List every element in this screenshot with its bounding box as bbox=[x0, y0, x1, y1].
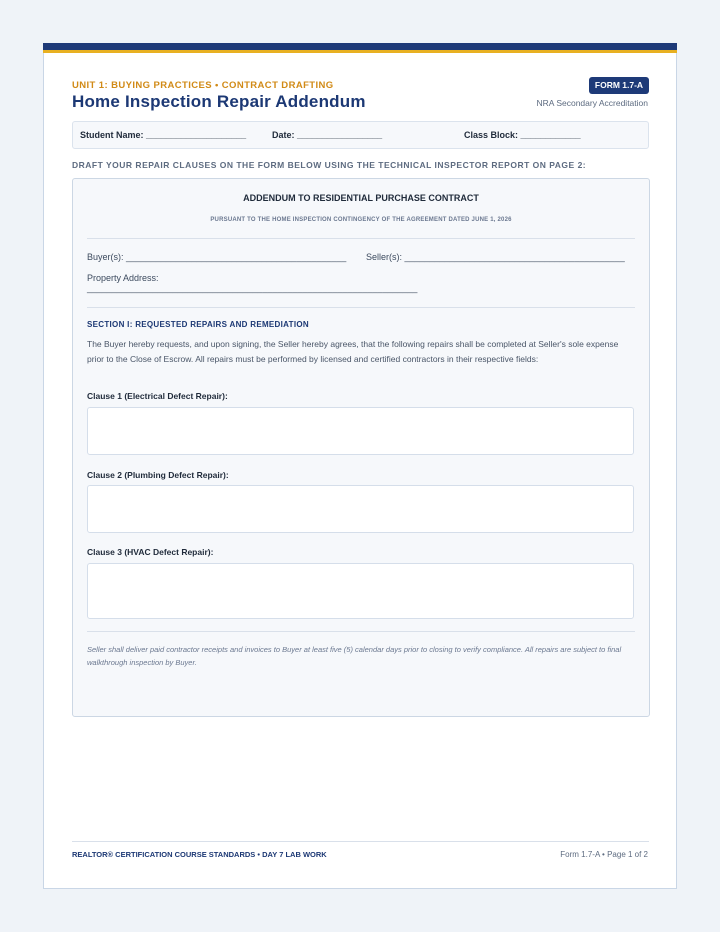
clause-1-input[interactable] bbox=[87, 407, 634, 455]
page-title: Home Inspection Repair Addendum bbox=[72, 92, 366, 111]
clause-2-input[interactable] bbox=[87, 485, 634, 533]
clause-2-label: Clause 2 (Plumbing Defect Repair): bbox=[87, 470, 229, 480]
clause-3-label: Clause 3 (HVAC Defect Repair): bbox=[87, 547, 214, 557]
footer-page-number: Form 1.7-A • Page 1 of 2 bbox=[560, 850, 648, 859]
date-field[interactable]: Date: _________________ bbox=[272, 130, 383, 140]
footer-course-label: REALTOR® CERTIFICATION COURSE STANDARDS • DAY 7 LAB WORK bbox=[72, 850, 327, 859]
property-address-label: Property Address: bbox=[87, 273, 159, 283]
divider bbox=[87, 631, 635, 632]
addendum-subtitle: PURSUANT TO THE HOME INSPECTION CONTINGENCY OF THE AGREEMENT DATED JUNE 1, 2026 bbox=[210, 217, 512, 223]
instruction-text: DRAFT YOUR REPAIR CLAUSES ON THE FORM BELOW USING THE TECHNICAL INSPECTOR REPORT ON PAGE 2: bbox=[72, 160, 587, 170]
footnote-text: Seller shall deliver paid contractor receipts and invoices to Buyer at least five (5) calendar days prior to closing to verify compliance. All repairs are subject to final walkthrough inspection by Buyer. bbox=[87, 645, 622, 667]
divider bbox=[87, 307, 635, 308]
buyer-field[interactable]: Buyer(s): ____________________________________________ bbox=[87, 252, 347, 262]
student-name-field[interactable]: Student Name: ____________________ bbox=[80, 130, 247, 140]
clause-3-input[interactable] bbox=[87, 563, 634, 619]
header-accent-bar bbox=[43, 43, 677, 50]
section-body: The Buyer hereby requests, and upon signing, the Seller hereby agrees, that the following repairs shall be completed at Seller's sole expense prior to the Close of Escrow. All repairs must be performed by licensed and certified contractors in their respective fields: bbox=[87, 339, 619, 364]
addendum-form bbox=[72, 178, 650, 717]
divider bbox=[87, 238, 635, 239]
property-address-field[interactable]: __________________________________________________________________ bbox=[87, 283, 418, 293]
addendum-title: ADDENDUM TO RESIDENTIAL PURCHASE CONTRACT bbox=[243, 193, 479, 203]
accreditation-label: NRA Secondary Accreditation bbox=[536, 98, 648, 108]
clause-1-label: Clause 1 (Electrical Defect Repair): bbox=[87, 391, 228, 401]
header-accent-stripe bbox=[43, 50, 677, 53]
seller-field[interactable]: Seller(s): ____________________________________________ bbox=[366, 252, 625, 262]
section-heading: SECTION I: REQUESTED REPAIRS AND REMEDIATION bbox=[87, 320, 309, 329]
worksheet-page bbox=[43, 43, 677, 889]
footer-divider bbox=[72, 841, 649, 842]
class-block-field[interactable]: Class Block: ____________ bbox=[464, 130, 581, 140]
form-number-badge: FORM 1.7-A bbox=[589, 77, 649, 94]
unit-label: UNIT 1: BUYING PRACTICES • CONTRACT DRAFTING bbox=[72, 80, 334, 91]
student-info-bar bbox=[72, 121, 649, 149]
